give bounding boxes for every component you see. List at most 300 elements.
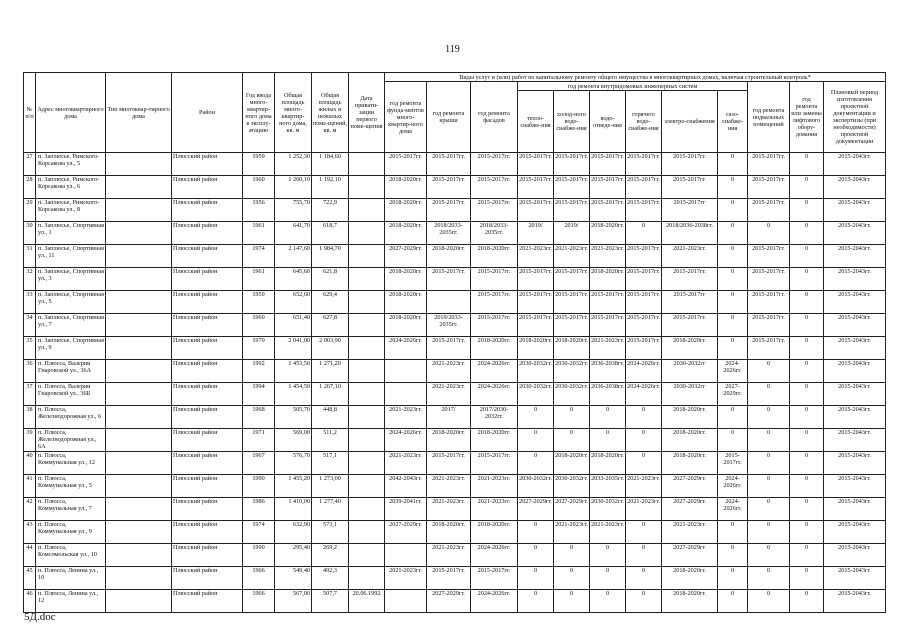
row-cold: 2015-2017гг.: [554, 268, 590, 291]
row-roof: 2015-2017гг.: [427, 567, 471, 590]
row-year: 1959: [243, 153, 275, 176]
row-address: п. Заплюсье, Спортивная ул., 7: [36, 314, 106, 337]
row-total-area: 1 410,00: [275, 498, 312, 521]
row-basement: 0: [748, 222, 790, 245]
row-facade: 2018-2020гг.: [471, 337, 518, 360]
row-heat: 2030-2032гг.: [518, 475, 554, 498]
row-elec: 2015-2017гг.: [662, 176, 718, 199]
row-privat-date: [349, 498, 385, 521]
row-fund: 2042-2043гг.: [385, 475, 427, 498]
row-privat-date: [349, 521, 385, 544]
row-lift: 0: [790, 245, 824, 268]
row-number: 41: [24, 475, 36, 498]
row-lift: 0: [790, 521, 824, 544]
row-gas: 0: [718, 199, 748, 222]
row-fund: 2021-2023гг.: [385, 406, 427, 429]
row-drain: 2015-2017гг.: [590, 153, 626, 176]
row-gas: 0: [718, 544, 748, 567]
table-row: [24, 567, 886, 590]
row-privat-date: [349, 291, 385, 314]
row-plan: 2015-2043гг.: [824, 360, 886, 383]
row-cold: 0: [554, 429, 590, 452]
row-cold: 2030-2032гг.: [554, 475, 590, 498]
row-district: Плюсский район: [172, 452, 243, 475]
row-roof: 2019/2033-2035гг.: [427, 314, 471, 337]
row-fund: [385, 360, 427, 383]
table-row: [24, 199, 886, 222]
row-fund: 2018-2020гг.: [385, 176, 427, 199]
row-total-area: 652,60: [275, 291, 312, 314]
row-elec: 2030-2032гг: [662, 383, 718, 406]
table-row: [24, 360, 886, 383]
row-roof: 2017/: [427, 406, 471, 429]
row-living-area: 1 267,10: [312, 383, 349, 406]
row-basement: 0: [748, 498, 790, 521]
row-elec: 2027-2029гг.: [662, 498, 718, 521]
row-plan: 2015-2043гг.: [824, 176, 886, 199]
row-heat: 2030-2032гг.: [518, 360, 554, 383]
row-drain: 2015-2017гг.: [590, 199, 626, 222]
row-facade: 2018-2020гг.: [471, 429, 518, 452]
footer-filename: 5Д.doc: [24, 611, 56, 623]
row-living-area: 269,2: [312, 544, 349, 567]
row-privat-date: [349, 153, 385, 176]
row-plan: 2015-2043гг.: [824, 383, 886, 406]
row-total-area: 1 454,50: [275, 383, 312, 406]
table-header: [24, 73, 886, 153]
row-type: [106, 360, 172, 383]
row-drain: 2015-2017гг.: [590, 176, 626, 199]
row-total-area: 1 455,20: [275, 475, 312, 498]
row-gas: 2024-2026гг.: [718, 475, 748, 498]
table-row: [24, 291, 886, 314]
row-total-area: 549,40: [275, 567, 312, 590]
row-living-area: 1 984,70: [312, 245, 349, 268]
row-district: Плюсский район: [172, 314, 243, 337]
row-district: Плюсский район: [172, 222, 243, 245]
row-number: 30: [24, 222, 36, 245]
row-basement: 0: [748, 429, 790, 452]
row-heat: 2018-2020гг.: [518, 337, 554, 360]
row-basement: 2015-2017гг.: [748, 153, 790, 176]
row-plan: 2015-2043гг.: [824, 498, 886, 521]
row-drain: 0: [590, 406, 626, 429]
row-basement: 0: [748, 475, 790, 498]
row-gas: 0: [718, 337, 748, 360]
row-drain: 2021-2023гг.: [590, 521, 626, 544]
col-total-area: Общая площадь много-квартир-ного дома, кв. м: [275, 73, 312, 153]
row-facade: 2018-2020гг.: [471, 245, 518, 268]
row-lift: 0: [790, 452, 824, 475]
row-number: 40: [24, 452, 36, 475]
row-district: Плюсский район: [172, 590, 243, 613]
col-drain: водо-отведе-ния: [590, 91, 626, 153]
systems-group-header: год ремонта внутридомовых инженерных систем: [518, 82, 748, 91]
row-basement: 0: [748, 452, 790, 475]
row-cold: 2015-2017гг.: [554, 199, 590, 222]
row-cold: 2027-2029гг.: [554, 498, 590, 521]
row-address: п. Заплюсье, Римского-Корсакова ул., 5: [36, 153, 106, 176]
row-privat-date: [349, 337, 385, 360]
row-district: Плюсский район: [172, 176, 243, 199]
row-total-area: 1 453,50: [275, 360, 312, 383]
row-district: Плюсский район: [172, 406, 243, 429]
row-type: [106, 314, 172, 337]
row-gas: 2015-2017гг.: [718, 452, 748, 475]
row-type: [106, 222, 172, 245]
row-drain: 2036-2038гг.: [590, 383, 626, 406]
row-cold: 0: [554, 590, 590, 613]
row-cold: 2015-2017гг.: [554, 314, 590, 337]
row-gas: 0: [718, 567, 748, 590]
row-type: [106, 337, 172, 360]
row-address: п. Плюсса, Железнодорожная ул., 6: [36, 406, 106, 429]
row-hot: 2015-2017гг.: [626, 268, 662, 291]
row-drain: 0: [590, 429, 626, 452]
row-fund: 2018-2020гг.: [385, 291, 427, 314]
row-drain: 2018-2020гг.: [590, 452, 626, 475]
row-total-area: 295,40: [275, 544, 312, 567]
row-gas: 2024-2026гг.: [718, 498, 748, 521]
row-privat-date: [349, 567, 385, 590]
row-roof: 2015-2017гг.: [427, 199, 471, 222]
row-cold: 2021-2023гг.: [554, 521, 590, 544]
row-elec: 2018-2020гг.: [662, 337, 718, 360]
row-privat-date: [349, 544, 385, 567]
row-cold: 2018-2020гг.: [554, 452, 590, 475]
works-group-header: Виды услуг и (или) работ по капитальному ремонту общего имущества в многоквартирных домах, включая строительный контроль*: [385, 73, 886, 82]
row-hot: 2015-2017гг.: [626, 291, 662, 314]
row-heat: 2015-2017гг.: [518, 153, 554, 176]
row-lift: 0: [790, 360, 824, 383]
row-address: п. Плюсса, Валерии Гнаровской ул., 36Б: [36, 383, 106, 406]
row-heat: 2015-2017гг.: [518, 199, 554, 222]
row-heat: 2030-2032гг.: [518, 383, 554, 406]
row-number: 31: [24, 245, 36, 268]
row-lift: 0: [790, 314, 824, 337]
row-address: п. Плюсса, Коммунальная ул., 7: [36, 498, 106, 521]
row-year: 1994: [243, 383, 275, 406]
row-facade: 2021-2023гг.: [471, 475, 518, 498]
row-cold: 2018-2020гг.: [554, 337, 590, 360]
col-num: № п/п: [24, 73, 36, 153]
row-fund: [385, 383, 427, 406]
table-row: [24, 521, 886, 544]
row-roof: 2018/2033-2035гг.: [427, 222, 471, 245]
row-hot: 0: [626, 544, 662, 567]
row-living-area: 511,2: [312, 429, 349, 452]
row-facade: 2024-2026гг.: [471, 360, 518, 383]
row-gas: 2027-2029гг.: [718, 383, 748, 406]
row-facade: 2015-2017гг.: [471, 291, 518, 314]
row-number: 32: [24, 268, 36, 291]
row-basement: 0: [748, 360, 790, 383]
row-plan: 2015-2043гг.: [824, 291, 886, 314]
row-living-area: 621,8: [312, 268, 349, 291]
row-year: 1986: [243, 498, 275, 521]
row-lift: 0: [790, 176, 824, 199]
col-district: Район: [172, 73, 243, 153]
row-lift: 0: [790, 498, 824, 521]
row-total-area: 2 147,60: [275, 245, 312, 268]
row-lift: 0: [790, 199, 824, 222]
row-fund: 2018-2020гг.: [385, 199, 427, 222]
row-type: [106, 291, 172, 314]
row-lift: 0: [790, 590, 824, 613]
row-hot: 0: [626, 429, 662, 452]
row-total-area: 641,70: [275, 222, 312, 245]
row-privat-date: [349, 176, 385, 199]
row-year: 1960: [243, 176, 275, 199]
row-type: [106, 176, 172, 199]
row-living-area: 722,9: [312, 199, 349, 222]
col-type: Тип многоквар-тирного дома: [106, 73, 172, 153]
row-living-area: 1 192,10: [312, 176, 349, 199]
row-plan: 2015-2043гг.: [824, 590, 886, 613]
row-drain: 2018-2020гг.: [590, 268, 626, 291]
col-roof: год ремонта крыши: [427, 82, 471, 153]
row-district: Плюсский район: [172, 337, 243, 360]
row-type: [106, 567, 172, 590]
table-row: [24, 337, 886, 360]
col-living-area: Общая площадь жилых и нежилых поме-щений, кв. м: [312, 73, 349, 153]
row-facade: 2024-2026гг.: [471, 383, 518, 406]
col-facade: год ремонта фасадов: [471, 82, 518, 153]
row-number: 43: [24, 521, 36, 544]
row-year: 1959: [243, 291, 275, 314]
row-elec: 2027-2029гг.: [662, 544, 718, 567]
row-total-area: 755,70: [275, 199, 312, 222]
row-facade: 2015-2017гг.: [471, 567, 518, 590]
row-drain: 2018-2020гг.: [590, 222, 626, 245]
row-plan: 2015-2043гг.: [824, 314, 886, 337]
row-number: 27: [24, 153, 36, 176]
row-number: 38: [24, 406, 36, 429]
row-heat: 0: [518, 406, 554, 429]
row-elec: 2018/2036-2038гг.: [662, 222, 718, 245]
row-fund: [385, 590, 427, 613]
row-cold: 0: [554, 406, 590, 429]
row-gas: 0: [718, 153, 748, 176]
table-row: [24, 544, 886, 567]
row-year: 1966: [243, 590, 275, 613]
row-fund: 2024-2026гг.: [385, 429, 427, 452]
table-row: [24, 406, 886, 429]
row-facade: 2015-2017гг.: [471, 452, 518, 475]
row-district: Плюсский район: [172, 153, 243, 176]
row-facade: 2015-2017гг.: [471, 268, 518, 291]
row-lift: 0: [790, 268, 824, 291]
col-gas: газо-снабже-ния: [718, 91, 748, 153]
row-type: [106, 475, 172, 498]
row-year: 1956: [243, 199, 275, 222]
row-address: п. Заплюсье, Спортивная ул., 11: [36, 245, 106, 268]
row-district: Плюсский район: [172, 360, 243, 383]
row-roof: 2021-2023гг.: [427, 360, 471, 383]
row-heat: 0: [518, 452, 554, 475]
row-facade: 2017/2030-2032гг.: [471, 406, 518, 429]
row-living-area: 2 003,90: [312, 337, 349, 360]
row-cold: 2030-2032гг.: [554, 383, 590, 406]
row-roof: 2021-2023гг.: [427, 383, 471, 406]
row-gas: 0: [718, 245, 748, 268]
table-row: [24, 452, 886, 475]
row-living-area: 629,4: [312, 291, 349, 314]
row-number: 42: [24, 498, 36, 521]
row-type: [106, 153, 172, 176]
row-drain: 0: [590, 567, 626, 590]
row-drain: 2015-2017гг.: [590, 291, 626, 314]
row-type: [106, 429, 172, 452]
row-gas: 0: [718, 291, 748, 314]
row-hot: 2015-2017гг.: [626, 337, 662, 360]
row-drain: 2021-2023гг.: [590, 337, 626, 360]
row-basement: 2015-2017гг.: [748, 176, 790, 199]
row-address: п. Плюсса, Железнодорожная ул., 6А: [36, 429, 106, 452]
row-roof: 2015-2017гг.: [427, 452, 471, 475]
row-basement: 2015-2017гг.: [748, 199, 790, 222]
row-total-area: 569,00: [275, 429, 312, 452]
row-address: п. Заплюсье, Римского-Корсакова ул., 6: [36, 176, 106, 199]
row-district: Плюсский район: [172, 544, 243, 567]
row-address: п. Плюсса, Коммунальная ул., 5: [36, 475, 106, 498]
row-year: 1961: [243, 268, 275, 291]
row-cold: 0: [554, 567, 590, 590]
row-fund: 2015-2017гг.: [385, 153, 427, 176]
row-living-area: 573,1: [312, 521, 349, 544]
row-heat: 0: [518, 567, 554, 590]
row-total-area: 645,60: [275, 268, 312, 291]
row-total-area: 632,90: [275, 521, 312, 544]
row-roof: 2015-2017гг.: [427, 337, 471, 360]
row-year: 1967: [243, 452, 275, 475]
row-cold: 2015-2017гг.: [554, 153, 590, 176]
row-hot: 0: [626, 567, 662, 590]
row-year: 1974: [243, 521, 275, 544]
row-plan: 2015-2043гг.: [824, 567, 886, 590]
row-roof: 2018-2020гг.: [427, 521, 471, 544]
row-year: 1971: [243, 429, 275, 452]
row-number: 39: [24, 429, 36, 452]
row-heat: 0: [518, 429, 554, 452]
row-number: 45: [24, 567, 36, 590]
row-heat: 2015-2017гг.: [518, 268, 554, 291]
row-privat-date: [349, 360, 385, 383]
row-basement: 0: [748, 544, 790, 567]
row-cold: 2021-2023гг.: [554, 245, 590, 268]
row-roof: 2018-2020гг.: [427, 245, 471, 268]
row-gas: 2024-2026гг.: [718, 360, 748, 383]
row-roof: 2021-2023гг.: [427, 475, 471, 498]
row-hot: 2021-2023гг.: [626, 475, 662, 498]
row-lift: 0: [790, 429, 824, 452]
row-plan: 2015-2043гг.: [824, 199, 886, 222]
row-address: п. Плюсса, Валерии Гнаровской ул., 36А: [36, 360, 106, 383]
table-row: [24, 590, 886, 613]
row-district: Плюсский район: [172, 498, 243, 521]
row-fund: 2024-2026гг.: [385, 337, 427, 360]
col-fund: год ремонта фунда-ментов много-квартир-ного дома: [385, 82, 427, 153]
row-heat: 2015-2017гг.: [518, 176, 554, 199]
row-year: 1960: [243, 314, 275, 337]
row-lift: 0: [790, 544, 824, 567]
row-gas: 0: [718, 314, 748, 337]
row-privat-date: [349, 452, 385, 475]
col-cold: холод-ного водо-снабже-ния: [554, 91, 590, 153]
row-year: 1966: [243, 567, 275, 590]
row-facade: 2024-2026гг.: [471, 544, 518, 567]
row-facade: 2015-2017гг.: [471, 153, 518, 176]
table-row: [24, 268, 886, 291]
row-number: 37: [24, 383, 36, 406]
row-cold: 2019/: [554, 222, 590, 245]
row-privat-date: [349, 268, 385, 291]
row-hot: 0: [626, 406, 662, 429]
row-privat-date: [349, 475, 385, 498]
row-fund: [385, 544, 427, 567]
table-row: [24, 314, 886, 337]
row-fund: 2018-2020гг.: [385, 268, 427, 291]
row-privat-date: [349, 383, 385, 406]
row-year: 1968: [243, 406, 275, 429]
row-address: п. Заплюсье, Спортивная ул., 5: [36, 291, 106, 314]
row-privat-date: [349, 199, 385, 222]
row-roof: 2018-2020гг.: [427, 429, 471, 452]
row-facade: 2018/2033-2035гг.: [471, 222, 518, 245]
row-number: 46: [24, 590, 36, 613]
row-address: п. Заплюсье, Спортивная ул., 9: [36, 337, 106, 360]
table-row: [24, 222, 886, 245]
col-plan: Плановый период изготовления проектной документации и экспертизы (при необходимости) проектной документации: [824, 82, 886, 153]
row-district: Плюсский район: [172, 199, 243, 222]
row-plan: 2015-2043гг.: [824, 245, 886, 268]
row-elec: 2015-2017гг.: [662, 153, 718, 176]
row-drain: 2030-2032гг.: [590, 498, 626, 521]
table-row: [24, 498, 886, 521]
row-plan: 2015-2043гг.: [824, 337, 886, 360]
row-elec: 2030-2032гг: [662, 360, 718, 383]
col-basement: год ремонта подвальных помещений: [748, 82, 790, 153]
table-row: [24, 153, 886, 176]
row-facade: 2015-2017гг.: [471, 199, 518, 222]
row-facade: 2015-2017гг.: [471, 176, 518, 199]
row-living-area: 1 277,40: [312, 498, 349, 521]
row-total-area: 1 260,10: [275, 176, 312, 199]
col-elec: электро-снабжения: [662, 91, 718, 153]
row-plan: 2015-2043гг.: [824, 544, 886, 567]
row-elec: 2018-2020гг.: [662, 429, 718, 452]
row-privat-date: [349, 429, 385, 452]
row-facade: 2018-2020гг.: [471, 521, 518, 544]
row-total-area: 651,40: [275, 314, 312, 337]
row-fund: 2018-2020гг.: [385, 314, 427, 337]
row-lift: 0: [790, 153, 824, 176]
row-drain: 2033-2035гг.: [590, 475, 626, 498]
row-plan: 2015-2043гг.: [824, 521, 886, 544]
row-lift: 0: [790, 567, 824, 590]
row-gas: 0: [718, 429, 748, 452]
row-hot: 2015-2017гг.: [626, 153, 662, 176]
row-hot: 2015-2017гг.: [626, 176, 662, 199]
row-hot: 0: [626, 222, 662, 245]
row-basement: 2015-2017гг.: [748, 291, 790, 314]
row-living-area: 1 184,60: [312, 153, 349, 176]
row-roof: [427, 291, 471, 314]
col-heat: тепло-снабже-ния: [518, 91, 554, 153]
row-year: 1970: [243, 337, 275, 360]
row-living-area: 618,7: [312, 222, 349, 245]
row-total-area: 505,70: [275, 406, 312, 429]
